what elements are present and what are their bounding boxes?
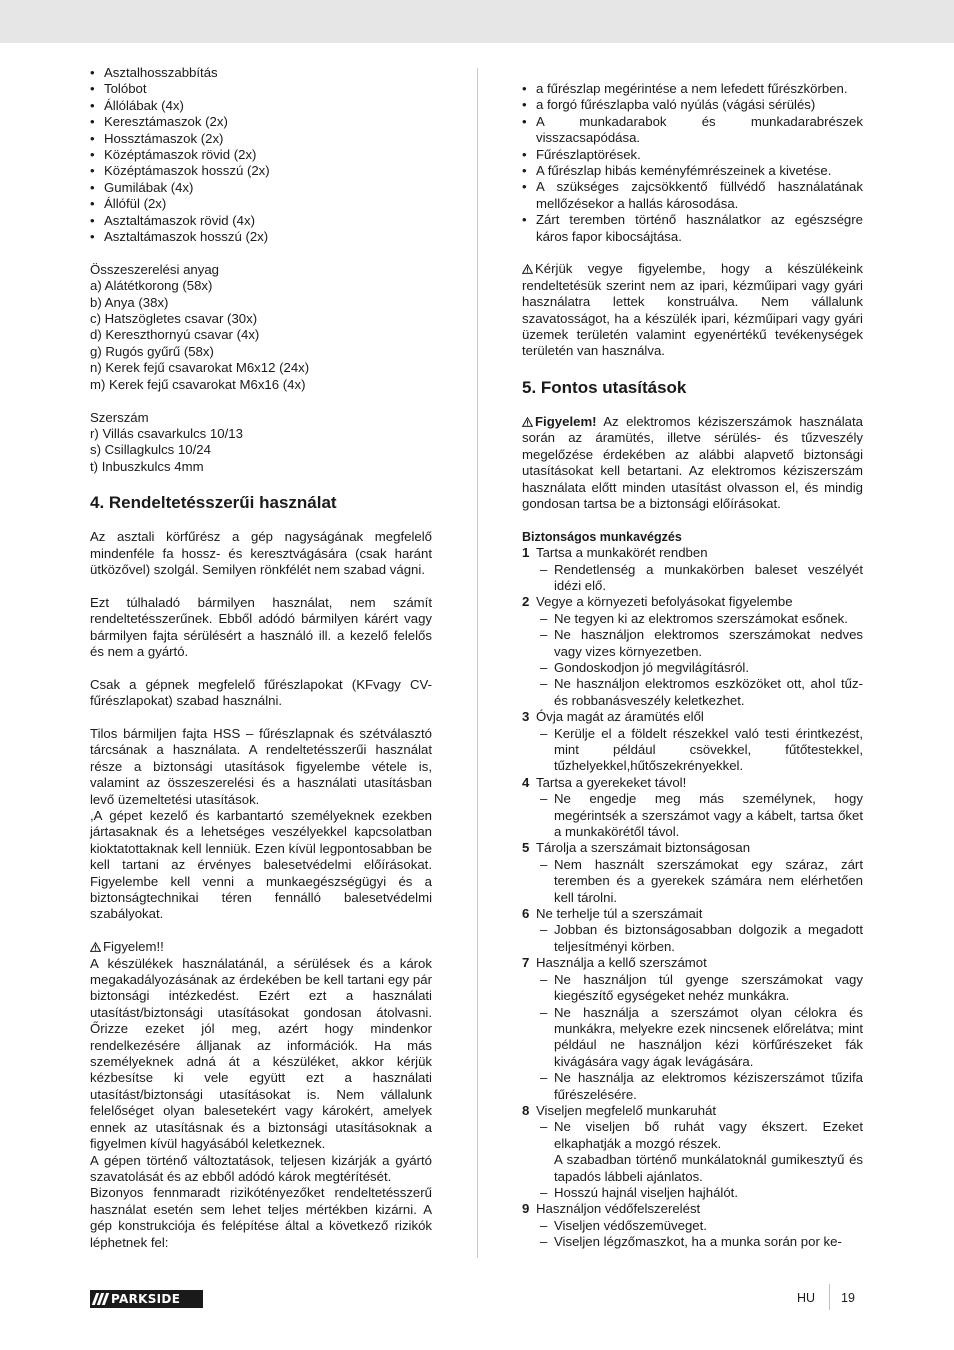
tools-title: Szerszám bbox=[90, 409, 149, 425]
list-item: • Gumilábak (4x) bbox=[90, 180, 432, 196]
sub-item: – Ne használja a szerszámot olyan célokra és munkákra, melyekre ezek nincsenek előrelátva; mint például ne használjon kézi körfűrészeket fák kivágására vagy ágak levágására. bbox=[522, 1005, 863, 1071]
assembly-title: Összeszerelési anyag bbox=[90, 261, 220, 277]
numbered-item bbox=[522, 775, 863, 791]
logo-stripes-icon bbox=[90, 1293, 111, 1305]
section-4-paragraph: ,A gépet kezelő és karbantartó személyeknek ezekben jártasaknak és a lehetséges veszélyekkel kapcsolatban kioktatottaknak kell lenniük. Ezen kívül legpontosabban be kell tartani az érvényes balesetvédelmi előírásokat. Figyelembe kell venni a munkaegészségügyi és a biztonságtechnikai téren fennálló balesetvédelmi szabályokat. bbox=[90, 807, 432, 922]
list-item: • a forgó fűrészlapba való nyúlás (vágási sérülés) bbox=[522, 97, 863, 113]
item-title: Használjon védőfelszerelést bbox=[536, 1201, 701, 1217]
sub-item: – Viseljen légzőmaszkot, ha a munka során por ke- bbox=[522, 1234, 863, 1250]
sub-item: – Gondoskodjon jó megvilágításról. bbox=[522, 660, 863, 676]
assembly-list bbox=[90, 278, 432, 393]
warning-triangle-icon bbox=[90, 942, 101, 952]
list-item: • Állófül (2x) bbox=[90, 196, 432, 212]
brand-name: PARKSIDE bbox=[111, 1291, 181, 1306]
item-number: 9 bbox=[522, 1201, 530, 1217]
numbered-item bbox=[522, 1201, 863, 1217]
attention-paragraph: A készülékek használatánál, a sérülések és a károk megakadályozásának az érdekében be kell tartani egy pár biztonsági intézkedést. Ezért ezt a használati utasítást/biztonsági utasításokat gondosan átolvasni. Őrizze ezeket jól meg, azért hogy mindenkor rendelkezésére álljanak az információk. Ha más személyeknek adná át a készüléket, akkor kérjük kézbesítse ki vele együtt ezt a használati utasítást/biztonsági utasításokat is. Nem vállalunk felelőséget olyan balesetekért vagy károkért, amelyek ennek az utasításnak és a biztonsági utasításoknak a figyelmen kívül hagyásából keletkeznek. bbox=[90, 955, 432, 1152]
right-column bbox=[522, 81, 863, 1251]
item-title: Óvja magát az áramütés elől bbox=[536, 709, 704, 725]
list-item: r) Villás csavarkulcs 10/13 bbox=[90, 425, 243, 441]
list-item: m) Kerek fejű csavarokat M6x16 (4x) bbox=[90, 376, 306, 392]
numbered-item bbox=[522, 955, 863, 971]
list-item: b) Anya (38x) bbox=[90, 294, 169, 310]
parkside-logo bbox=[90, 1290, 203, 1308]
item-number: 6 bbox=[522, 906, 530, 922]
list-item: • Fűrészlaptörések. bbox=[522, 147, 863, 163]
section-4-heading: 4. Rendeltetésszerűi használat bbox=[90, 493, 337, 513]
sub-item: – Ne használjon elektromos eszközöket ott, ahol tűz- és robbanásveszély keletkezhet. bbox=[522, 676, 863, 709]
list-item: t) Inbuszkulcs 4mm bbox=[90, 458, 204, 474]
list-item: • Tolóbot bbox=[90, 81, 432, 97]
item-number: 3 bbox=[522, 709, 530, 725]
parts-list bbox=[90, 65, 432, 245]
list-item: • Hossztámaszok (2x) bbox=[90, 131, 432, 147]
sub-item: – Ne tegyen ki az elektromos szerszámokat esőnek. bbox=[522, 611, 863, 627]
language-code: HU bbox=[797, 1291, 816, 1305]
attention-heading bbox=[90, 939, 432, 955]
section-4-paragraph: Tilos bármiljen fajta HSS – fűrészlapnak és szétválasztó tárcsának a használata. A rendeltetésszerűi használat része a biztonsági utasítások figyelembe vétele is, valamint az összeszerelési és a használati utasításban levő üzemeltetési utasítások. bbox=[90, 725, 432, 807]
safety-items-list bbox=[522, 545, 863, 1250]
warning-paragraph bbox=[522, 414, 863, 512]
left-column bbox=[90, 65, 432, 1251]
numbered-item bbox=[522, 840, 863, 856]
item-number: 7 bbox=[522, 955, 530, 971]
sub-item: – Ne engedje meg más személynek, hogy megérintsék a szerszámot vagy a kábelt, tartsa őket a munkakörétől távol. bbox=[522, 791, 863, 840]
item-title: Használja a kellő szerszámot bbox=[536, 955, 707, 971]
risk-list bbox=[522, 81, 863, 245]
footer-separator bbox=[829, 1284, 830, 1310]
item-title: Tartsa a munkakörét rendben bbox=[536, 545, 708, 561]
sub-item: – Rendetlenség a munkakörben baleset veszélyét idézi elő. bbox=[522, 562, 863, 595]
list-item: g) Rugós gyűrű (58x) bbox=[90, 343, 214, 359]
top-header-bar bbox=[0, 0, 954, 43]
item-number: 2 bbox=[522, 594, 530, 610]
item-number: 8 bbox=[522, 1102, 530, 1118]
attention-paragraph: Bizonyos fennmaradt rizikótényezőket rendeltetésszerű használat esetén sem lehet teljes mértékben kizárni. A gép konstrukciója és felépítése által a következő rizikók léphetnek fel: bbox=[90, 1185, 432, 1250]
attention-paragraph: A gépen történő változtatások, teljesen kizárják a gyártó szavatolását és az ebből adódó károk megtérítését. bbox=[90, 1152, 432, 1184]
list-item: a) Alátétkorong (58x) bbox=[90, 278, 213, 294]
list-item: • Keresztámaszok (2x) bbox=[90, 114, 432, 130]
section-4-paragraph: Az asztali körfűrész a gép nagyságának megfelelő mindenféle fa hossz- és keresztvágására (csak haránt ütközővel) szolgál. Semilyen rönkfélét nem szabad vágni. bbox=[90, 529, 432, 577]
section-5-heading: 5. Fontos utasítások bbox=[522, 377, 687, 397]
item-title: Tartsa a gyerekeket távol! bbox=[536, 774, 687, 790]
sub-item: – Nem használt szerszámokat egy száraz, zárt teremben és a gyerekek számára nem elérhetően kell tárolni. bbox=[522, 857, 863, 906]
notice-paragraph bbox=[522, 261, 863, 359]
sub-item-note: A szabadban történő munkálatoknál gumikesztyű és tapadós lábbeli ajánlatos. bbox=[554, 1152, 863, 1184]
safe-work-heading: Biztonságos munkavégzés bbox=[522, 529, 682, 544]
list-item: • Középtámaszok hosszú (2x) bbox=[90, 163, 432, 179]
warning-triangle-icon bbox=[522, 264, 533, 274]
item-title: Ne terhelje túl a szerszámait bbox=[536, 906, 703, 922]
item-number: 1 bbox=[522, 545, 530, 561]
list-item: • Középtámaszok rövid (2x) bbox=[90, 147, 432, 163]
sub-item: – Ne használjon túl gyenge szerszámokat vagy kiegészítő egységeket nehéz munkákra. bbox=[522, 972, 863, 1005]
section-4-paragraph: Ezt túlhaladó bármilyen használat, nem számít rendeltetésszerűnek. Ebből adódó bármilyen kárért vagy bármilyen fajta sérülésért a használó ill. a kezelő felelős és nem a gyártó. bbox=[90, 594, 432, 659]
warning-text: Az elektromos kéziszerszámok használata során az áramütés, illetve sérülés- és tűzveszély megelőzése érdekében az alábbi alapvető biztonsági utasításokat kell betartani. Az elektromos kéziszerszám használata előtt minden utasítást olvasson el, és mindig gondosan tartsa be a biztonsági előírásokat. bbox=[522, 413, 863, 511]
list-item: • Zárt teremben történő használatkor az egészségre káros fapor kibocsájtása. bbox=[522, 212, 863, 245]
list-item: • A fűrészlap hibás keményfémrészeinek a kivetése. bbox=[522, 163, 863, 179]
item-title: Viseljen megfelelő munkaruhát bbox=[536, 1102, 717, 1118]
numbered-item bbox=[522, 594, 863, 610]
list-item: s) Csillagkulcs 10/24 bbox=[90, 442, 211, 458]
list-item: • Asztaltámaszok hosszú (2x) bbox=[90, 229, 432, 245]
list-item: • Asztaltámaszok rövid (4x) bbox=[90, 213, 432, 229]
list-item: c) Hatszögletes csavar (30x) bbox=[90, 311, 258, 327]
sub-item: – Ne használja az elektromos kéziszerszámot tűzifa fűrészelésére. bbox=[522, 1070, 863, 1103]
list-item: n) Kerek fejű csavarokat M6x12 (24x) bbox=[90, 360, 310, 376]
item-title: Vegye a környezeti befolyásokat figyelembe bbox=[536, 594, 793, 610]
item-number: 4 bbox=[522, 774, 530, 790]
sub-item: – Hosszú hajnál viseljen hajhálót. bbox=[522, 1185, 863, 1201]
warning-triangle-icon bbox=[522, 417, 533, 427]
item-number: 5 bbox=[522, 840, 530, 856]
warning-bold-label: Figyelem! bbox=[535, 413, 597, 429]
item-title: Tárolja a szerszámait biztonságosan bbox=[536, 840, 751, 856]
page-number: 19 bbox=[841, 1291, 855, 1305]
list-item: • A szükséges zajcsökkentő füllvédő használatának mellőzésekor a hallás károsodása. bbox=[522, 179, 863, 212]
notice-text: Kérjük vegye figyelembe, hogy a készülékeink rendeltetésük szerint nem az ipari, kézműipari vagy gyári használatra lettek konstruálva. Nem vállalunk szavatosságot, ha a készülék ipari, kézműipari vagy gyári üzemek területén valamint egyenértékű tevékenységek területén van használva. bbox=[522, 261, 863, 359]
list-item: d) Kereszthornyú csavar (4x) bbox=[90, 327, 260, 343]
numbered-item bbox=[522, 545, 863, 561]
column-divider bbox=[477, 68, 478, 1258]
numbered-item bbox=[522, 906, 863, 922]
numbered-item bbox=[522, 1103, 863, 1119]
list-item: • Asztalhosszabbítás bbox=[90, 65, 432, 81]
list-item: • Állólábak (4x) bbox=[90, 98, 432, 114]
sub-item: – Ne viseljen bő ruhát vagy ékszert. Ezeket elkaphatják a mozgó részek. bbox=[522, 1119, 863, 1152]
list-item: • a fűrészlap megérintése a nem lefedett fűrészkörben. bbox=[522, 81, 863, 97]
sub-item: – Jobban és biztonságosabban dolgozik a megadott teljesítményi körben. bbox=[522, 922, 863, 955]
numbered-item bbox=[522, 709, 863, 725]
list-item: • A munkadarabok és munkadarabrészek visszacsapódása. bbox=[522, 114, 863, 147]
attention-label: Figyelem!! bbox=[103, 939, 164, 955]
tools-list bbox=[90, 426, 432, 475]
sub-item: – Kerülje el a földelt részekkel való testi érintkezést, mint például csövekkel, fűtőtestekkel, tűzhelyekkel,hűtőszekrényekkel. bbox=[522, 726, 863, 775]
sub-item: – Ne használjon elektromos szerszámokat nedves vagy vizes környezetben. bbox=[522, 627, 863, 660]
section-4-paragraph: Csak a gépnek megfelelő fűrészlapokat (KFvagy CV-fűrészlapokat) szabad használni. bbox=[90, 676, 432, 709]
sub-item: – Viseljen védőszemüveget. bbox=[522, 1218, 863, 1234]
